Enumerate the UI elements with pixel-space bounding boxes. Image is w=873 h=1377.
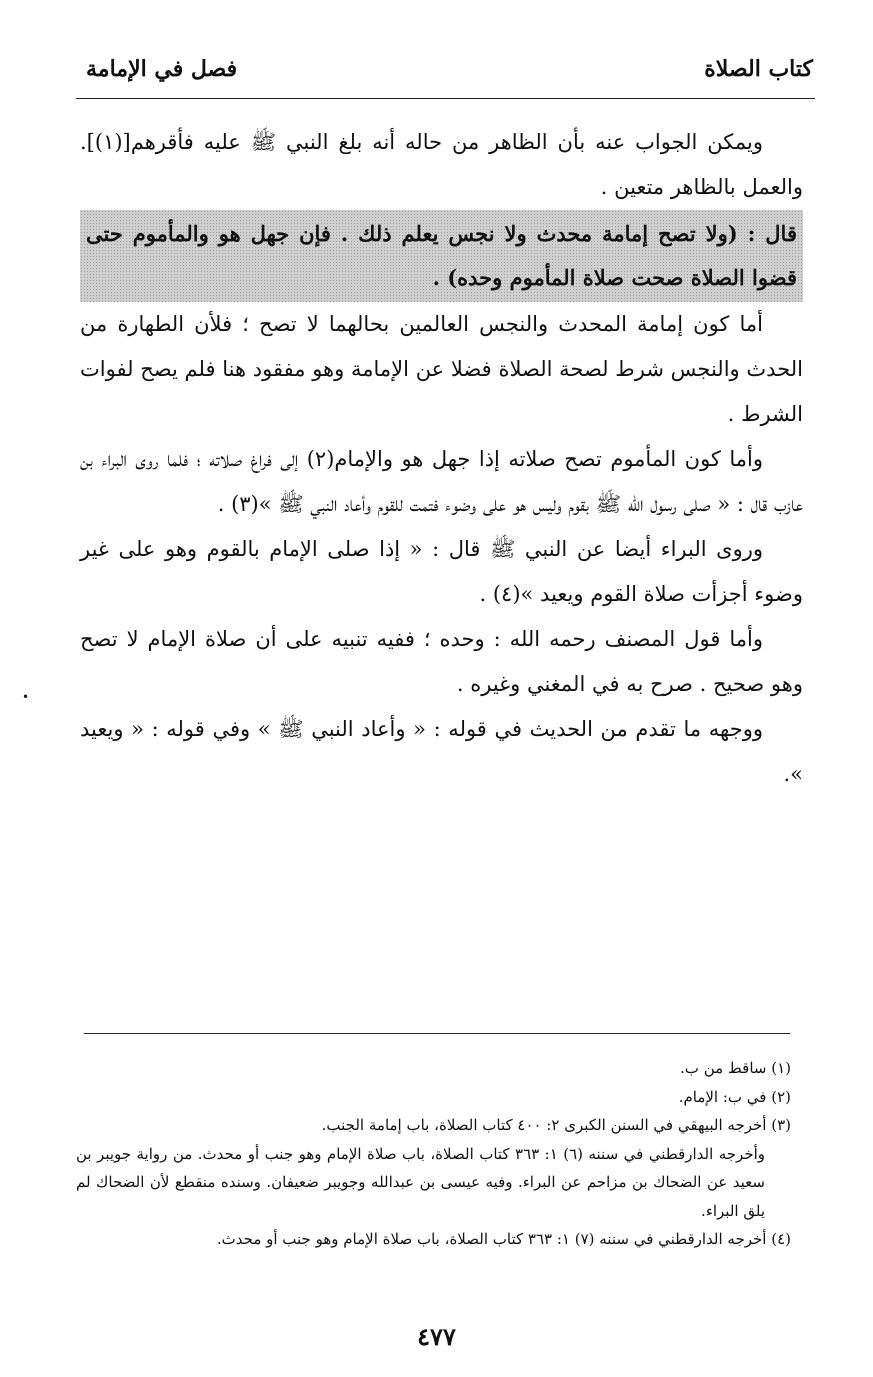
paragraph-2: أما كون إمامة المحدث والنجس العالمين بحالهما لا تصح ؛ فلأن الطهارة من الحدث والنجس شرط لصحة الصلاة فضلا عن الإمامة وهو مفقود هنا فلم يصح لفوات الشرط . [80,312,803,426]
margin-speck: • [22,690,30,704]
paragraph-1: ويمكن الجواب عنه بأن الظاهر من حاله أنه بلغ النبي ﷺ عليه فأقرهم[(١)]. والعمل بالظاهر متعين . [80,130,803,199]
paragraph-4: وروى البراء أيضا عن النبي ﷺ قال : « إذا صلى الإمام بالقوم وهو على غير وضوء أجزأت صلاة القوم ويعيد »(٤) . [80,537,803,606]
running-head-section: فصل في الإمامة [86,56,238,82]
footnote-rule [84,1033,790,1034]
footnote-1: (١) ساقط من ب. [680,1059,791,1077]
footnote-4: (٤) أخرجه الدارقطني في سننه (٧) ١: ٣٦٣ كتاب الصلاة، باب صلاة الإمام وهو جنب أو محدث. [216,1230,791,1248]
header-rule [76,98,815,99]
main-text [80,120,803,797]
footnote-2: (٢) في ب: الإمام. [678,1087,791,1106]
paragraph-3: وأما كون المأموم تصح صلاته إذا جهل هو والإمام(٢) إلى فراغ صلاته ؛ فلما روى البراء بن عازب قال : « صلى رسول الله ﷺ بقوم وليس هو على وضوء فتمت للقوم وأعاد النبي ﷺ »(٣) . [80,447,803,516]
footnote-3-continuation: وأخرجه الدارقطني في سننه (٦) ١: ٣٦٣ كتاب الصلاة، باب صلاة الإمام وهو جنب أو محدث. من رواية جويبر بن سعيد عن الضحاك بن مزاحم عن البراء. وفيه عيسى بن عبدالله وجويبر ضعيفان. وسنده منقطع لأن الضحاك لم يلق البراء. [76,1144,766,1220]
footnotes [76,1054,791,1254]
footnote-3: (٣) أخرجه البيهقي في السنن الكبرى ٢: ٤٠٠ كتاب الصلاة، باب إمامة الجنب. [321,1116,791,1134]
paragraph-6: ووجهه ما تقدم من الحديث في قوله : « وأعاد النبي ﷺ » وفي قوله : « ويعيد ». [80,717,803,786]
paragraph-5: وأما قول المصنف رحمه الله : وحده ؛ ففيه تنبيه على أن صلاة الإمام لا تصح وهو صحيح . صرح به في المغني وغيره . [80,627,803,696]
matn-highlighted-text: قال : (ولا تصح إمامة محدث ولا نجس يعلم ذلك . فإن جهل هو والمأموم حتى قضوا الصلاة صحت صلاة المأموم وحده) . [80,210,803,302]
page-number: ٤٧٧ [417,1322,456,1351]
running-head-book: كتاب الصلاة [704,56,813,82]
